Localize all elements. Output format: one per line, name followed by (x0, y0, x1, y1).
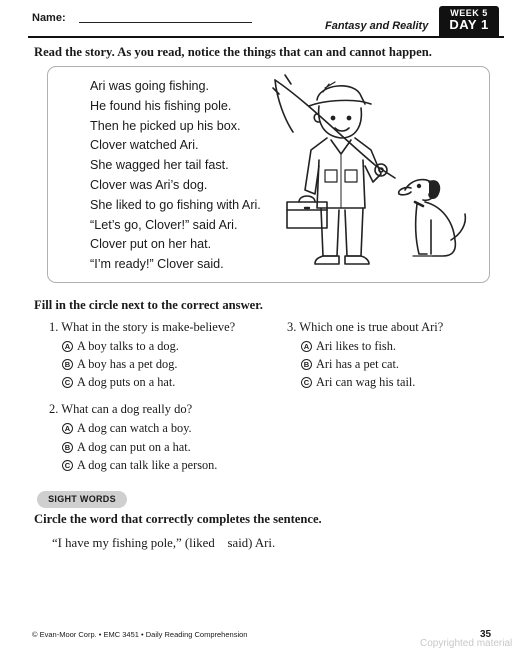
story-line: Clover put on her hat. (90, 237, 212, 252)
intro-instruction: Read the story. As you read, notice the things that can and cannot happen. (34, 45, 432, 59)
day-label: DAY 1 (449, 17, 489, 32)
answer-bubble-icon[interactable]: B (62, 359, 73, 370)
option-text: A dog can talk like a person. (77, 458, 218, 472)
story-line: She liked to go fishing with Ari. (90, 197, 261, 212)
header-rule (28, 36, 504, 38)
week-day-badge (439, 6, 499, 36)
story-line: Clover watched Ari. (90, 138, 199, 153)
option-text: Ari has a pet cat. (316, 357, 399, 371)
answer-bubble-icon[interactable]: B (62, 442, 73, 453)
option-text: A dog can watch a boy. (77, 421, 192, 435)
story-line: Ari was going fishing. (90, 79, 210, 93)
week-label: WEEK 5 (450, 8, 488, 18)
hat-icon (309, 82, 371, 106)
answer-bubble-icon[interactable]: A (301, 341, 312, 352)
question-1: 1. What in the story is make-believe? (49, 320, 236, 334)
topic-title: Fantasy and Reality (325, 20, 429, 32)
question-2-option-b[interactable] (62, 440, 191, 455)
story-line: Clover was Ari’s dog. (90, 177, 208, 192)
story-line: “Let’s go, Clover!” said Ari. (90, 217, 238, 232)
story-text (90, 77, 261, 275)
questions-instruction: Fill in the circle next to the correct answer. (34, 298, 263, 312)
answer-bubble-icon[interactable]: A (62, 341, 73, 352)
question-2-option-c[interactable] (62, 458, 217, 473)
sight-words-sentence[interactable]: “I have my fishing pole,” (liked said) Ari. (52, 536, 276, 550)
option-text: A boy talks to a dog. (77, 339, 179, 353)
answer-bubble-icon[interactable]: A (62, 423, 73, 434)
story-line: He found his fishing pole. (90, 98, 232, 113)
boy-body-icon (305, 138, 381, 208)
question-3-option-b[interactable] (301, 357, 399, 372)
option-text: Ari can wag his tail. (316, 375, 416, 389)
question-1-option-b[interactable] (62, 357, 177, 372)
watermark: Copyrighted material (420, 638, 513, 649)
sight-words-instruction: Circle the word that correctly completes the sentence. (34, 512, 322, 526)
question-2: 2. What can a dog really do? (49, 402, 193, 416)
story-line: “I’m ready!” Clover said. (90, 257, 224, 272)
story-line: Then he picked up his box. (90, 118, 241, 133)
answer-bubble-icon[interactable]: B (301, 359, 312, 370)
boy-and-dog-illustration (265, 70, 485, 278)
story-line: She wagged her tail fast. (90, 158, 229, 173)
option-text: A dog puts on a hat. (77, 375, 176, 389)
boy-legs-icon (315, 208, 369, 264)
question-2-option-a[interactable] (62, 421, 192, 436)
question-3-option-a[interactable] (301, 339, 396, 354)
answer-bubble-icon[interactable]: C (62, 377, 73, 388)
option-text: Ari likes to fish. (316, 339, 396, 353)
footer-copyright: © Evan-Moor Corp. • EMC 3451 • Daily Reading Comprehension (32, 630, 248, 639)
dog-icon (399, 180, 466, 256)
answer-bubble-icon[interactable]: C (301, 377, 312, 388)
option-text: A dog can put on a hat. (77, 440, 191, 454)
question-3: 3. Which one is true about Ari? (287, 320, 444, 334)
answer-bubble-icon[interactable]: C (62, 460, 73, 471)
page-number: 35 (480, 629, 492, 640)
question-3-option-c[interactable] (301, 375, 415, 390)
name-line[interactable] (79, 22, 252, 23)
sight-words-badge: SIGHT WORDS (37, 491, 127, 508)
question-1-option-c[interactable] (62, 375, 175, 390)
question-1-option-a[interactable] (62, 339, 179, 354)
name-label: Name: (32, 12, 66, 24)
option-text: A boy has a pet dog. (77, 357, 178, 371)
